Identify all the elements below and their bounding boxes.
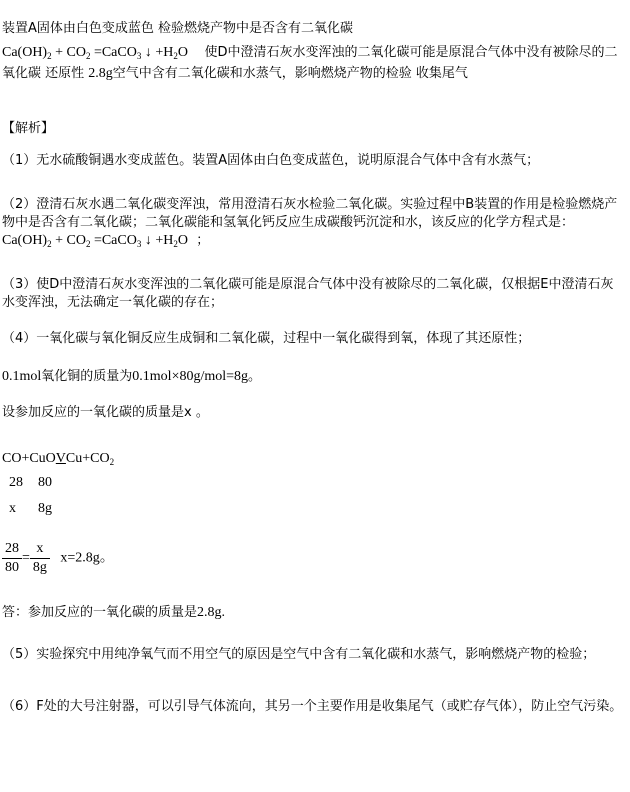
- equation-caoh2: $Ca(OH)_2 + CO_2$ =CaCO$_3$ ↓ $+H_2O$: [2, 45, 188, 61]
- answer-conclusion: 答：参加反应的一氧化碳的质量是2.8g.: [2, 605, 226, 620]
- answer-line-1: 装置A固体由白色变成蓝色 检验燃烧产物中是否含有二氧化碳: [2, 21, 354, 36]
- reaction-equation: $CO+CuOVCu+CO_2$: [2, 451, 115, 467]
- paragraph-8: （6）F处的大号注射器，可以引导气体流向，其另一个主要作用是收集尾气（或贮存气体），防止空气污染。: [2, 699, 623, 714]
- analysis-header: 【解析】: [2, 121, 55, 136]
- paragraph-7: （5）实验探究中用纯净氧气而不用空气的原因是空气中含有二氧化碳和水蒸气，影响燃烧产物的检验；: [2, 647, 596, 662]
- result-x: x=2.8g: [60, 550, 100, 566]
- mass-value: 2.8g: [88, 66, 113, 81]
- mass-8g: 8g: [38, 501, 52, 516]
- molar-mass-cuo: 80: [38, 475, 52, 490]
- paragraph-3: （3）使D中澄清石灰水变浑浊的二氧化碳可能是原混合气体中没有被除尽的二氧化碳，仅根据E中澄清石灰水变浑浊，无法确定一氧化碳的存在；: [2, 277, 614, 310]
- mass-x: x: [9, 501, 16, 516]
- fraction-x-8g: $\frac{x}{8g}$: [30, 540, 50, 577]
- paragraph-6: 设参加反应的一氧化碳的质量是x 。: [2, 405, 209, 420]
- paragraph-4: （4）一氧化碳与氧化铜反应生成铜和二氧化碳，过程中一氧化碳得到氧，体现了其还原性；: [2, 331, 531, 346]
- paragraph-1: （1）无水硫酸铜遇水变成蓝色。装置A固体由白色变成蓝色，说明原混合气体中含有水蒸气；: [2, 153, 540, 168]
- proportion-line: $\frac{28}{80}$ = $\frac{x}{8g}$ x=2.8g。: [2, 540, 626, 577]
- equation-caoh2-repeat: $Ca(OH)_2 + CO_2$ =CaCO$_3$ ↓ $+H_2O$: [2, 233, 188, 249]
- molar-mass-co: 28: [9, 475, 23, 490]
- paragraph-5: 0.1mol氧化铜的质量为0.1mol×80g/mol=8g。: [2, 369, 262, 384]
- paragraph-2: （2）澄清石灰水遇二氧化碳变浑浊，常用澄清石灰水检验二氧化碳。实验过程中B装置的作用是检验燃烧产物中是否含有二氧化碳；二氧化碳能和氢氧化钙反应生成碳酸钙沉淀和水，该反应的化学方程式是： $Ca(OH)_2 + CO_2$ =CaCO$_3$ ↓ $+H_2O$ ；: [2, 197, 618, 249]
- answer-line-2: $Ca(OH)_2 + CO_2$ =CaCO$_3$ ↓ $+H_2O$ 使D中澄清石灰水变浑浊的二氧化碳可能是原混合气体中没有被除尽的二氧化碳 还原性 2.8g空气中含有二氧化碳和水蒸气，影响燃烧产物的检验 收集尾气: [2, 45, 618, 81]
- fraction-28-80: $\frac{28}{80}$: [2, 540, 22, 577]
